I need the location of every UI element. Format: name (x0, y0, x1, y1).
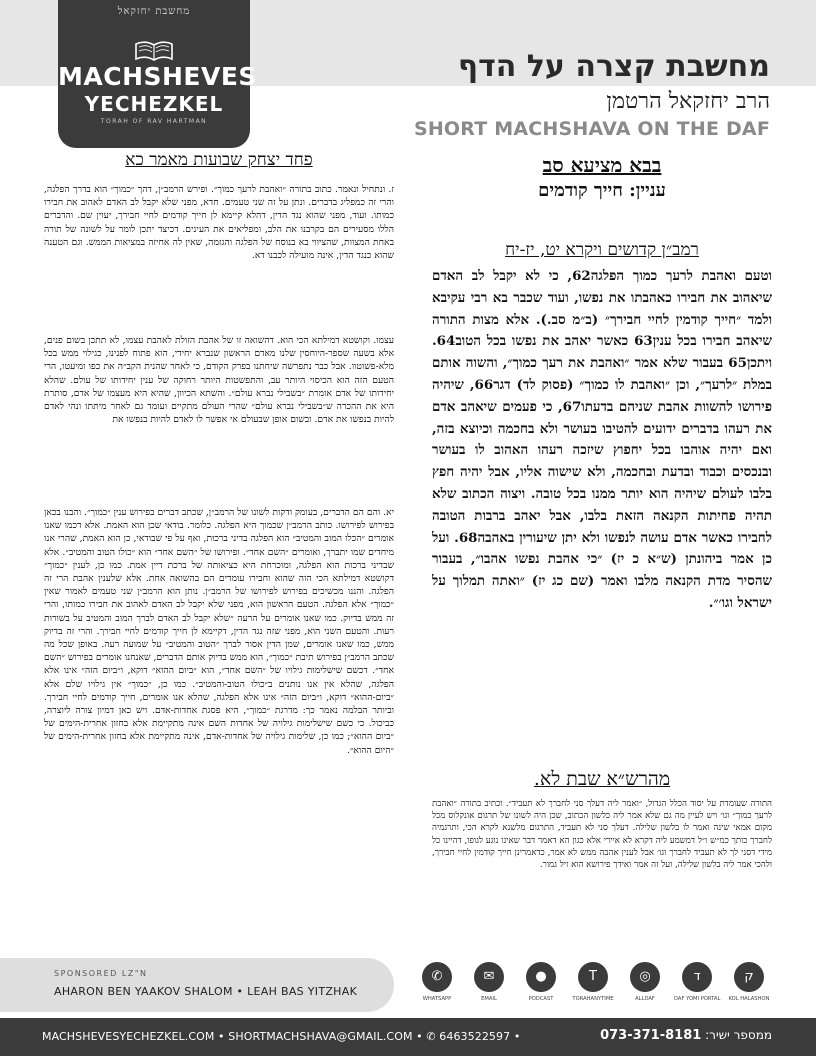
logo-line2: YECHEZKEL (84, 92, 224, 116)
kol-halashon-link[interactable] (726, 962, 772, 1002)
page-title-english: SHORT MACHSHAVA ON THE DAF (413, 118, 770, 140)
alldaf-link[interactable] (622, 962, 668, 1002)
logo[interactable] (58, 0, 257, 148)
podcast-icon: ● (526, 962, 556, 992)
source-heading-maharsha: מהרש״א שבת לא. (533, 768, 671, 790)
whatsapp-link[interactable] (414, 962, 460, 1002)
icon-label: EMAIL (481, 996, 497, 1002)
phone-number: 073-371-8181 (600, 1028, 702, 1043)
whatsapp-icon: ✆ (422, 962, 452, 992)
source-heading-ramban: רמב״ן קדושים ויקרא יט, יז-יח (505, 240, 699, 260)
kol-halashon-icon: ק (734, 962, 764, 992)
maharsha-text: התורה שעומדת על יסוד הכלל הגדול, ״ואמר ליה דעלך סני לחברך לא תעביד״. וכתיב בתורה ״ואהבת לרעך כמוך״ וגו׳ ויש לעיין מה גם שלא אמר ליה כלשון הכתוב, שכן היה לשונו של תרגום אונקלוס מכל מקום אמאי שינה ואמר לו בלשון שלילה. דעלך סני לא תעביד, התרגום מלשנא לקרא הכי, ותרגמיה לחברך כותך כמ״ש ו״ל דמשמע ליה דקרא לא איירי אלא כגון הא דאמר דבר שאינו נוגע לגופו, דהיינו כל מידי דסני לך לא תעביד לחברך וגו׳ אבל לענין אהבה ממש לא אמר, כדאמרינן חייך קודמין לחיי חבירך, ולהכי אמר ליה בלשון שלילה, ועל זה אמר ואידך פירושא הוא זיל גמור. (432, 799, 772, 871)
torahanytime-link[interactable] (570, 962, 616, 1002)
footer-contact-text[interactable]: MACHSHEVESYECHEZKEL.COM • SHORTMACHSHAVA@GMAIL.COM • ✆ 6463522597 • (42, 1030, 521, 1043)
logo-line1: MACHSHEVES (58, 62, 257, 91)
logo-tagline: TORAH OF RAV HARTMAN (100, 118, 208, 125)
dafyomi-portal-link[interactable] (674, 962, 720, 1002)
pachad-paragraph-2: עצמו. וקושטא דמילתא הכי הוא. דהשואה זו של אהבת הזולת לאהבת עצמו, לא תתכן בשום פנים, אלא בשעה שספר-היוחסין שלנו מאדם הראשון שנברא יחידי, הוא פתוח לפנינו, כגילוי ממש בכל מלא-פשוטוו. אבל כבר נתפרשה שיחתנו בפרק הקודם, כי לאחר שהנית הקב״ה את כפו ומיעטו, הרי הטעם הזה הוא הכיסוי היותר עב, והתפשטות היותר רחוקה של ענין יחידותו של עולם. שהלא יחידותו של אדם אומרת ״בשבילי נברא עולם״. והשתא הכיוון, שהיא היא מעצמו של אדם, סותרת היא את ההכרה ש״בשבילי נברא עולם״ שהרי העולם מתקיים ועומד גם לאחר מיתתו ונהי לאדם להיות בנפשו את אדם. ובשום אופן שבעולם אי אפשר לו לאדם להיות בנפשו את (44, 335, 394, 426)
torahanytime-icon: T (578, 962, 608, 992)
pachad-paragraph-3: יא. והם הם הדברים, בעומק ודקות לשונו של הרמב״ן, שכתב דברים בפירוש ענין ״כמוך״. והבנו בכאן בפירוש לפירושו. כותב הרמב״ן שכמוך היא הפלגה. כלומר. בודאי שכן הוא האמת. אלא דכמו שאנו אומרים ״הכלו המוב והמטיב״ הוא הפלגה בדיני ברכות, ואף על פי שבודאי, כן הוא האמת, שהרי אנו מיחדים שמו יתברך, ואומרים ״השם אחד״. ופירושו של ״השם אחד״ הוא ״כולו הטוב והמטיב״. אלא שבדיני ברכות הוא הפלגה, ומוכרחת היא כציאותה של ברכת דיין אמת. כמו כן, לענין ״כמוך״ דקושטא דמילתא הכי הוה שהוא וחבירו עומדים הם בהשואה אחת. אלא שלענין אהבת הרי זה הפלגה. והננו מכשיכים בפירוש לפירושו של הרמב״ן. נותן הוא הרמב״ן שני טעמים לאמור שאין ״כמוך״ אלא הפלגה. הטעם הראשון הוא, מפני שלא יקבל לב האדם לאהוב את חבירו כמותו, והרי זה ממש בדיוק. כמו שאנו אומרים על הרעה ״שלא יקבל לב האדם לברך המוב והמטיב על בשורות רעות. והטעם השני הוא, מפני שזה נגד הדין, דקיימא לן חייך קודמים לחיי חבירך. והרי זה בדיוק ממש, כמו שאנו אומרים, שמן הדין אסור לברך ״הטוב והמטיב״ על שמועה רעה. באופן שכל מה שכתב הרמב״ן בפירוש תיבת ״כמוך״, הוא ממש בדיוק אותם הדברים, שאנחנו אומרים בפירוש ״השם אחד״. דכשם שישלימות גילויו של ״השם אחד״, הוא ״ביום ההוא״ דוקא, ו״ביום הזה״ אינו אלא הפלגה, שהלא אין אנו נותנים ב״כולו הטוב-והמטיב״. כמו כן, ״כמוך״ אין גילויו שלם אלא ״ביום-ההוא״ דוקא, ו״ביום הזה״ אינו אלא הפלגה, שהלא אנו אומרים, חייך קודמים לחיי חבירך. וביותר הבלמה נאמר כך: מדרגת ״כמוך״, היא פסגת אחדות-אדם. ויש כאן דמיון צורה ליוצרה, כביכול. כי כשם שישלימות גילויה של אחדות השם אינה מתקיימת אלא בחזון אחרית-הימים של ״ביום ההוא״; כמו כן, שלימות גילויה של אחדות-אדם, אינה מתקיימת אלא בחזון אחרית-הימים של ״היום ההוא״. (44, 507, 394, 756)
footer-phone[interactable] (600, 1028, 772, 1043)
inyan-heading: עניין: חייך קודמים (538, 180, 666, 201)
masechta-heading: בבא מציעא סב (542, 153, 662, 177)
podcast-link[interactable] (518, 962, 564, 1002)
open-book-icon (134, 40, 174, 62)
icon-label: TORAHANYTIME (572, 996, 614, 1002)
phone-label: ממספר ישיר: (705, 1028, 772, 1042)
icon-label: ALLDAF (635, 996, 655, 1002)
icon-label: DAF YOMI PORTAL (674, 996, 721, 1002)
contact-icons (414, 962, 774, 1012)
icon-label: KOL HALASHON (728, 996, 770, 1002)
alldaf-icon: ◎ (630, 962, 660, 992)
icon-label: PODCAST (528, 996, 554, 1002)
dafyomi-portal-icon: ד (682, 962, 712, 992)
pachad-paragraph-1: ז. ונתחיל ונאמר. כתוב בתורה ״ואהבת לרעך כמוך״. ופירש הרמב״ן, דהך ״כמוך״ הוא בדרך הפלגה, והרי זה כמפליג בדברים. ונתן על זה שני טעמים. חדא, מפני שלא יקבל לב האדם לאהוב את חבירו כמותו. ועוד, מפני שהוא נגד הדין, דהלא קיימא לן חייך קודמים לחיי חבירך, יעוין שם. והדברים הללו מסעירים הם בקרבנו את הלב, ומפליאים את העינים. דכיצד יתכן לומר על לשונה של תורה באחת המצוות, שהציווי בא בנוסח של הפלגה והגזמה, שאין לה אחיזה במציאות הממש. וגם הטענה שהוא כנגד הדין, אינה מועילה לכבנו דא. (44, 184, 394, 262)
ramban-text: וטעם ואהבת לרעך כמוך הפלגה62, כי לא יקבל לב האדם שיאהוב את חבירו כאהבתו את נפשו, ועוד שכבר בא רבי עקיבא ולמד ״חייך קודמין לחיי חבירך״ (ב״מ סב.). אלא מצות התורה שיאהב חבירו בכל ענין63 כאשר יאהב את נפשו בכל הטוב64. ויתכן65 בעבור שלא אמר ״ואהבת את רעך כמוך״, והשוה אותם במלת ״לרעך״, וכן ״ואהבת לו כמוך״ (פסוק לד) דגר66, שיהיה פירושו להשוות אהבת שניהם בדעתו67, כי פעמים שיאהב אדם את רעהו בדברים ידועים להטיבו בעושר ולא בחכמה וכיוצא בזה, ואם יהיה אוהבו בכל יחפוץ שיזכה רעהו האהוב לו בעושר ובנכסים וכבוד ובדעת ובחכמה, ולא שישוה אליו, אבל יהיה חפץ בלבו לעולם שיהיה הוא יותר ממנו בכל טובה. ויצוה הכתוב שלא תהיה פחיתות הקנאה הזאת בלבו, אבל יאהב ברבות הטובה לחבירו כאשר אדם עושה לנפשו ולא יתן שיעורין באהבה68. ועל כן אמר ביהונתן (ש״א כ יז) ״כי אהבת נפשו אהבו״, בעבור שהסיר מדת הקנאה מלבו ואמר (שם כג יז) ״ואתה תמלוך על ישראל וגו׳״. (432, 268, 772, 611)
icon-label: WHATSAPP (422, 996, 452, 1002)
email-link[interactable] (466, 962, 512, 1002)
author-name: הרב יחזקאל הרטמן (606, 89, 770, 114)
sponsor-names: AHARON BEN YAAKOV SHALOM • LEAH BAS YITZHAK (54, 985, 358, 998)
email-icon: ✉ (474, 962, 504, 992)
sponsor-label: SPONSORED LZ"N (54, 969, 148, 978)
pachad-yitzchak-heading: פחד יצחק שבועות מאמר כא (125, 150, 313, 170)
page-title: מחשבת קצרה על הדף (457, 49, 770, 84)
logo-hebrew-text: מחשבת יחזקאל (117, 6, 191, 17)
